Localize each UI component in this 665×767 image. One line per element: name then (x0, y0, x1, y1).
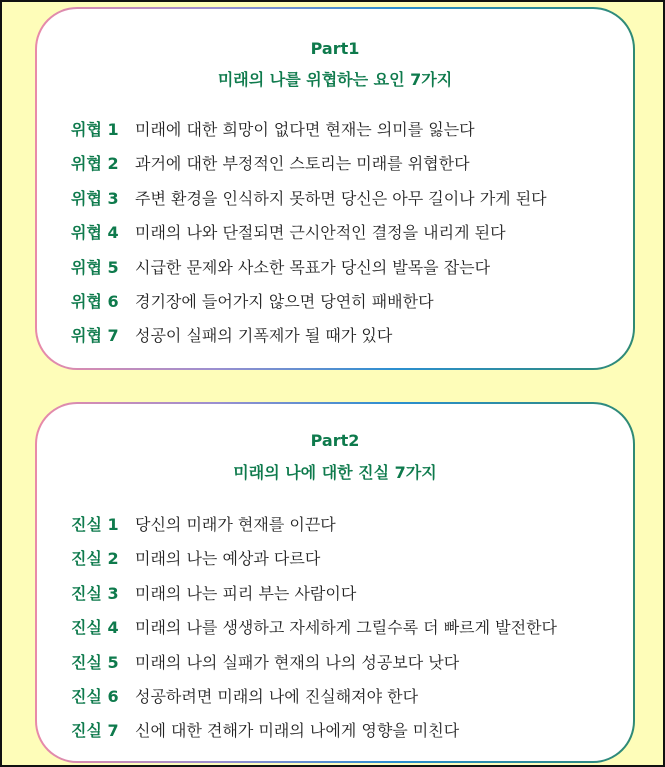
item-text: 주변 환경을 인식하지 못하면 당신은 아무 길이나 가게 된다 (135, 188, 547, 208)
item-label: 진실 7 (71, 721, 119, 741)
part1-subtitle: 미래의 나를 위협하는 요인 7가지 (217, 70, 453, 89)
list-item (71, 650, 459, 673)
item-text: 과거에 대한 부정적인 스토리는 미래를 위협한다 (135, 154, 470, 174)
list-item (71, 117, 475, 140)
item-label: 진실 4 (71, 618, 119, 638)
list-item (71, 220, 506, 243)
part1-content (37, 9, 633, 368)
item-text: 시급한 문제와 사소한 목표가 당신의 발목을 잡는다 (135, 257, 491, 277)
list-item (71, 512, 336, 535)
item-label: 위협 7 (71, 326, 119, 346)
item-label: 진실 3 (71, 583, 119, 603)
item-label: 위협 4 (71, 223, 119, 243)
item-text: 미래의 나와 단절되면 근시안적인 결정을 내리게 된다 (135, 223, 506, 243)
item-text: 미래에 대한 희망이 없다면 현재는 의미를 잃는다 (135, 120, 475, 139)
item-text: 당신의 미래가 현재를 이끈다 (135, 515, 336, 534)
part2-title: Part2 (310, 431, 360, 450)
list-item (71, 186, 547, 209)
list-item (71, 546, 320, 569)
part2-content (37, 404, 633, 761)
item-label: 진실 1 (71, 515, 119, 534)
item-text: 미래의 나는 피리 부는 사람이다 (135, 583, 357, 603)
list-item (71, 323, 392, 346)
item-text: 경기장에 들어가지 않으면 당연히 패배한다 (135, 292, 434, 311)
item-label: 진실 6 (71, 687, 119, 706)
list-item (71, 151, 470, 174)
part2-subtitle: 미래의 나에 대한 진실 7가지 (233, 463, 437, 482)
item-text: 미래의 나를 생생하고 자세하게 그릴수록 더 빠르게 발전한다 (135, 618, 558, 638)
list-item (71, 581, 356, 604)
list-item (71, 615, 557, 638)
list-item (71, 684, 418, 707)
item-label: 진실 2 (71, 549, 119, 569)
list-item (71, 255, 490, 278)
item-text: 성공하려면 미래의 나에 진실해져야 한다 (135, 687, 419, 706)
part1-title: Part1 (310, 39, 360, 58)
item-label: 위협 2 (71, 154, 119, 174)
item-text: 신에 대한 견해가 미래의 나에게 영향을 미친다 (135, 721, 460, 741)
item-text: 미래의 나의 실패가 현재의 나의 성공보다 낫다 (135, 652, 460, 672)
item-label: 위협 3 (71, 188, 119, 208)
list-item (71, 289, 434, 312)
part2-card (35, 402, 635, 763)
item-text: 성공이 실패의 기폭제가 될 때가 있다 (135, 326, 393, 346)
list-item (71, 718, 459, 741)
item-label: 위협 1 (71, 120, 119, 139)
item-label: 진실 5 (71, 652, 119, 672)
item-text: 미래의 나는 예상과 다르다 (135, 549, 321, 569)
item-label: 위협 5 (71, 257, 119, 277)
part1-card (35, 7, 635, 370)
item-label: 위협 6 (71, 292, 119, 311)
